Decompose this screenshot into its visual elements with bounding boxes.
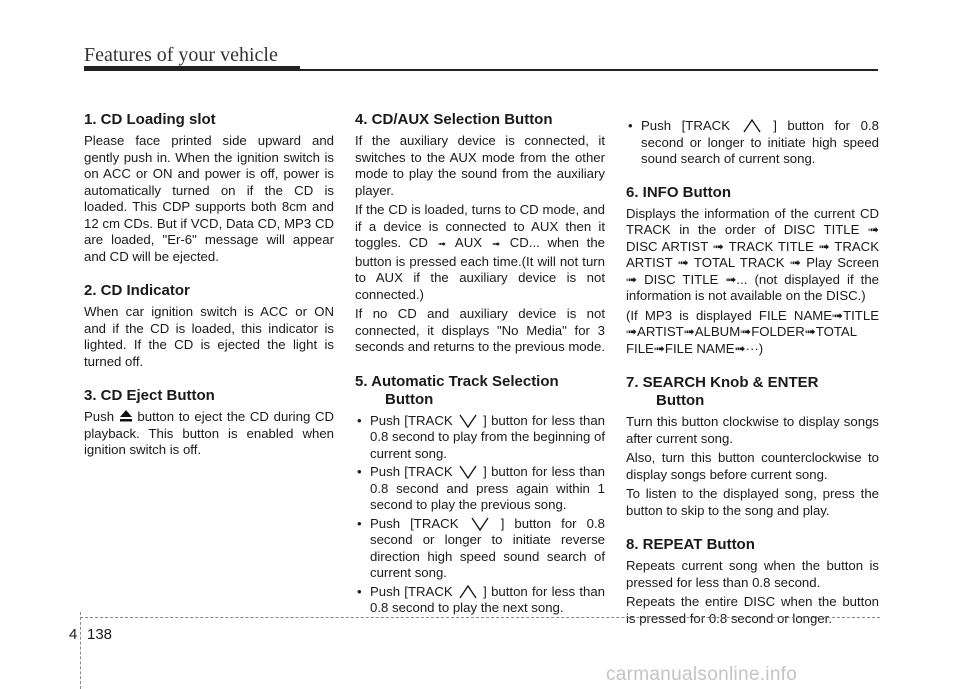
column-1	[84, 111, 334, 462]
header-rule-thick	[84, 66, 300, 71]
track-bullet-list	[355, 413, 605, 617]
footer-divider-vertical	[80, 612, 82, 689]
section-3-text	[84, 409, 334, 459]
s4-text-c: CD... when the button is pressed each time.(It will not turn to AUX if the auxiliary device is not connected.)	[355, 235, 605, 302]
section-6-text-2: (If MP3 is displayed FILE NAME➟TITLE ➟ARTIST➟ALBUM➟FOLDER➟TOTAL FILE➟FILE NAME➟···)	[626, 307, 879, 356]
section-1-text: Please face printed side upward and gently push in. When the ignition switch is on ACC or ON and power is off, power is automatically turned on if the CD is loaded. This CDP supports both 8cm and 12 cm CDs. But if VCD, Data CD, MP3 CD are loaded, "Er-6" message will appear and CD will be ejected.	[84, 133, 334, 264]
s4-text-b: AUX	[454, 235, 483, 250]
section-5-title	[355, 373, 605, 409]
section-8-title: 8. REPEAT Button	[626, 536, 755, 553]
track-bullet-list-cont	[626, 118, 879, 168]
section-8-text-1: Repeats current song when the button is pressed for less than 0.8 second.	[626, 558, 879, 590]
list-item	[355, 584, 605, 617]
section-number: 4	[69, 626, 78, 643]
track-up-icon	[457, 585, 479, 599]
page-header-title: Features of your vehicle	[84, 44, 278, 66]
section-4-title: 4. CD/AUX Selection Button	[355, 111, 553, 128]
bullet-post: ] button for 0.8 second or longer to initiate high speed sound search of current song.	[641, 118, 879, 166]
list-item	[355, 516, 605, 582]
bullet-pre: Push [TRACK	[370, 412, 453, 428]
section-7-title	[626, 374, 879, 410]
bullet-pre: Push [TRACK	[641, 118, 730, 133]
bullet-post: ] button for less than 0.8 second to play from the beginning of current song.	[370, 412, 605, 461]
watermark: carmanualsonline.info	[606, 664, 798, 685]
section-1-title: 1. CD Loading slot	[84, 111, 216, 128]
page-number: 138	[87, 626, 113, 643]
section-7-text-3: To listen to the displayed song, press the button to skip to the song and play.	[626, 486, 879, 518]
bullet-pre: Push [TRACK	[370, 464, 453, 479]
section-2-text: When car ignition switch is ACC or ON and if the CD is loaded, this indicator is lighted. If the CD is ejected the light is turned off.	[84, 304, 334, 369]
bullet-post: ] button for 0.8 second or longer to initiate reverse direction high speed sound search of current song.	[370, 515, 605, 580]
push-word: Push	[84, 409, 115, 424]
arrow-icon: ➟	[437, 239, 446, 250]
bullet-pre: Push [TRACK	[370, 583, 453, 599]
section-6-text-1: Displays the information of the current CD TRACK in the order of DISC TITLE ➟ DISC ARTIST ➟ TRACK TITLE ➟ TRACK ARTIST ➟ TOTAL TRACK ➟ Play Screen ➟ DISC TITLE ➟... (not displayed if the information is not available on the DISC.)	[626, 205, 879, 303]
column-3	[626, 118, 879, 630]
footer-divider-horizontal	[80, 617, 880, 618]
section-6-title: 6. INFO Button	[626, 183, 731, 201]
eject-icon	[119, 410, 133, 422]
section-4-text-1: If the auxiliary device is connected, it switches to the AUX mode from the other mode to play the sound from the auxiliary player.	[355, 133, 605, 198]
section-5-title-line1: 5. Automatic Track Selection	[355, 372, 559, 390]
section-2-title: 2. CD Indicator	[84, 282, 190, 299]
track-down-icon	[457, 465, 479, 479]
header-rule-thin	[300, 69, 878, 71]
column-2	[355, 111, 605, 619]
section-7-title-line1: 7. SEARCH Knob & ENTER	[626, 374, 819, 391]
bullet-pre: Push [TRACK	[370, 515, 459, 531]
list-item	[626, 118, 879, 168]
section-3-body: button to eject the CD during CD playback. This button is enabled when ignition switch is off.	[84, 409, 334, 457]
section-7-text-2: Also, turn this button counterclockwise to display songs before current song.	[626, 450, 879, 482]
list-item	[355, 464, 605, 514]
bullet-post: ] button for less than 0.8 second and press again within 1 second to play the previous song.	[370, 464, 605, 512]
track-up-icon	[741, 119, 763, 133]
bullet-post: ] button for less than 0.8 second to play the next song.	[370, 583, 605, 615]
section-5-title-line2: Button	[385, 390, 434, 408]
section-4-text-2	[355, 202, 605, 303]
arrow-icon: ➟	[491, 239, 501, 250]
list-item	[355, 413, 605, 463]
section-8-text-2: Repeats the entire DISC when the button is pressed for 0.8 second or longer.	[626, 594, 879, 626]
section-7-text-1: Turn this button clockwise to display songs after current song.	[626, 414, 879, 446]
section-3-title: 3. CD Eject Button	[84, 387, 215, 404]
track-down-icon	[457, 414, 479, 428]
s4-text-a: If the CD is loaded, turns to CD mode, and if a device is connected to AUX then it toggles. CD	[355, 202, 605, 250]
section-4-text-3: If no CD and auxiliary device is not connected, it displays "No Media" for 3 seconds and returns to the previous mode.	[355, 306, 605, 354]
section-7-title-line2: Button	[656, 392, 705, 409]
track-down-icon	[469, 517, 491, 531]
